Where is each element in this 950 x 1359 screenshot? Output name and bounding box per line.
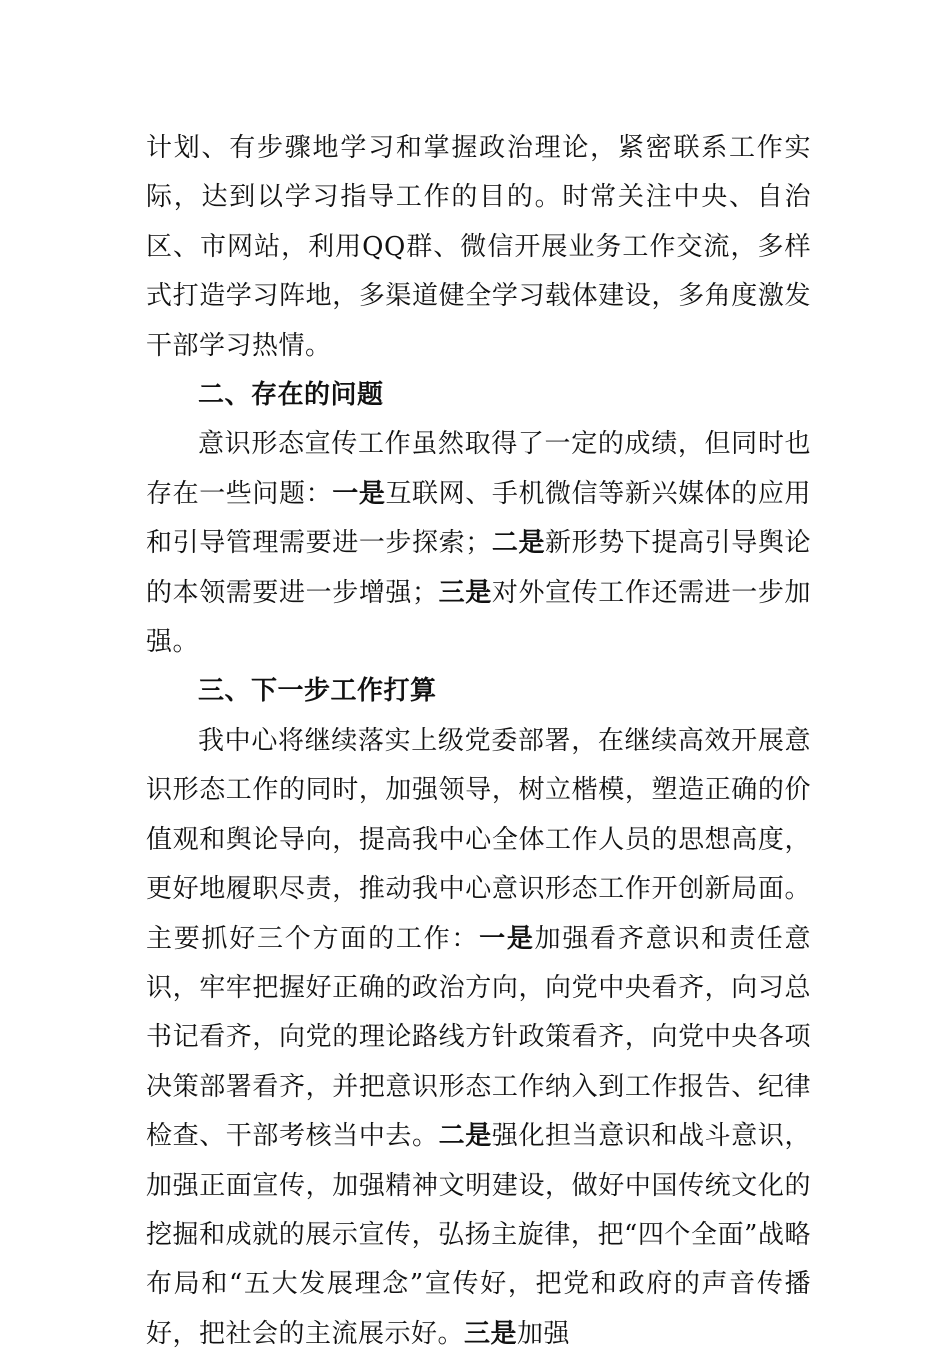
paragraph-text: 我中心将继续落实上级党委部署，在继续高效开展意识形态工作的同时，加强领导，树立楷模，塑造正确的价值观和舆论导向，提高我中心全体工作人员的思想高度，更好地履职尽责，推动我中心意识形态工作开创新局面。主要抓好三个方面的工作： (146, 725, 811, 954)
paragraph-text: 强化担当意识和战斗意识，加强正面宣传，加强精神文明建设，做好中国传统文化的挖掘和成就的展示宣传，弘扬主旋律，把“四个全面”战略布局和“五大发展理念”宣传好，把党和政府的声音传播好，把社会的主流展示好。 (146, 1121, 811, 1349)
section-heading-next-steps: 三、下一步工作打算 (198, 676, 437, 707)
emphasis-first: 一是 (479, 923, 535, 954)
paragraph-text: 新形势下提高引导舆论的本领需要进一步增强； (146, 528, 811, 608)
paragraph-text: 加强看齐意识和责任意识，牢牢把握好正确的政治方向，向党中央看齐，向习总书记看齐，向党的理论路线方针政策看齐，向党中央各项决策部署看齐，并把意识形态工作纳入到工作报告、纪律检查、干部考核当中去。 (146, 923, 811, 1152)
paragraph-text: 意识形态宣传工作虽然取得了一定的成绩，但同时也存在一些问题： (146, 429, 811, 509)
emphasis-second: 二是 (438, 1121, 492, 1152)
paragraph-study-continuation (146, 124, 811, 371)
document-body (146, 124, 811, 1359)
emphasis-first: 一是 (332, 478, 386, 509)
paragraph-problems (146, 420, 811, 667)
section-heading-existing-problems: 二、存在的问题 (198, 380, 384, 411)
paragraph-text: 计划、有步骤地学习和掌握政治理论，紧密联系工作实际，达到以学习指导工作的目的。时常关注中央、自治区、市网站，利用QQ群、微信开展业务工作交流，多样式打造学习阵地，多渠道健全学习载体建设，多角度激发干部学习热情。 (146, 133, 811, 361)
paragraph-next-steps (146, 717, 811, 1359)
paragraph-text: 加强 (517, 1318, 571, 1349)
emphasis-third: 三是 (464, 1318, 518, 1349)
paragraph-text: 对外宣传工作还需进一步加强。 (146, 577, 811, 658)
paragraph-text: 互联网、手机微信等新兴媒体的应用和引导管理需要进一步探索； (146, 478, 811, 559)
emphasis-second: 二是 (491, 528, 546, 559)
emphasis-third: 三是 (438, 577, 492, 608)
